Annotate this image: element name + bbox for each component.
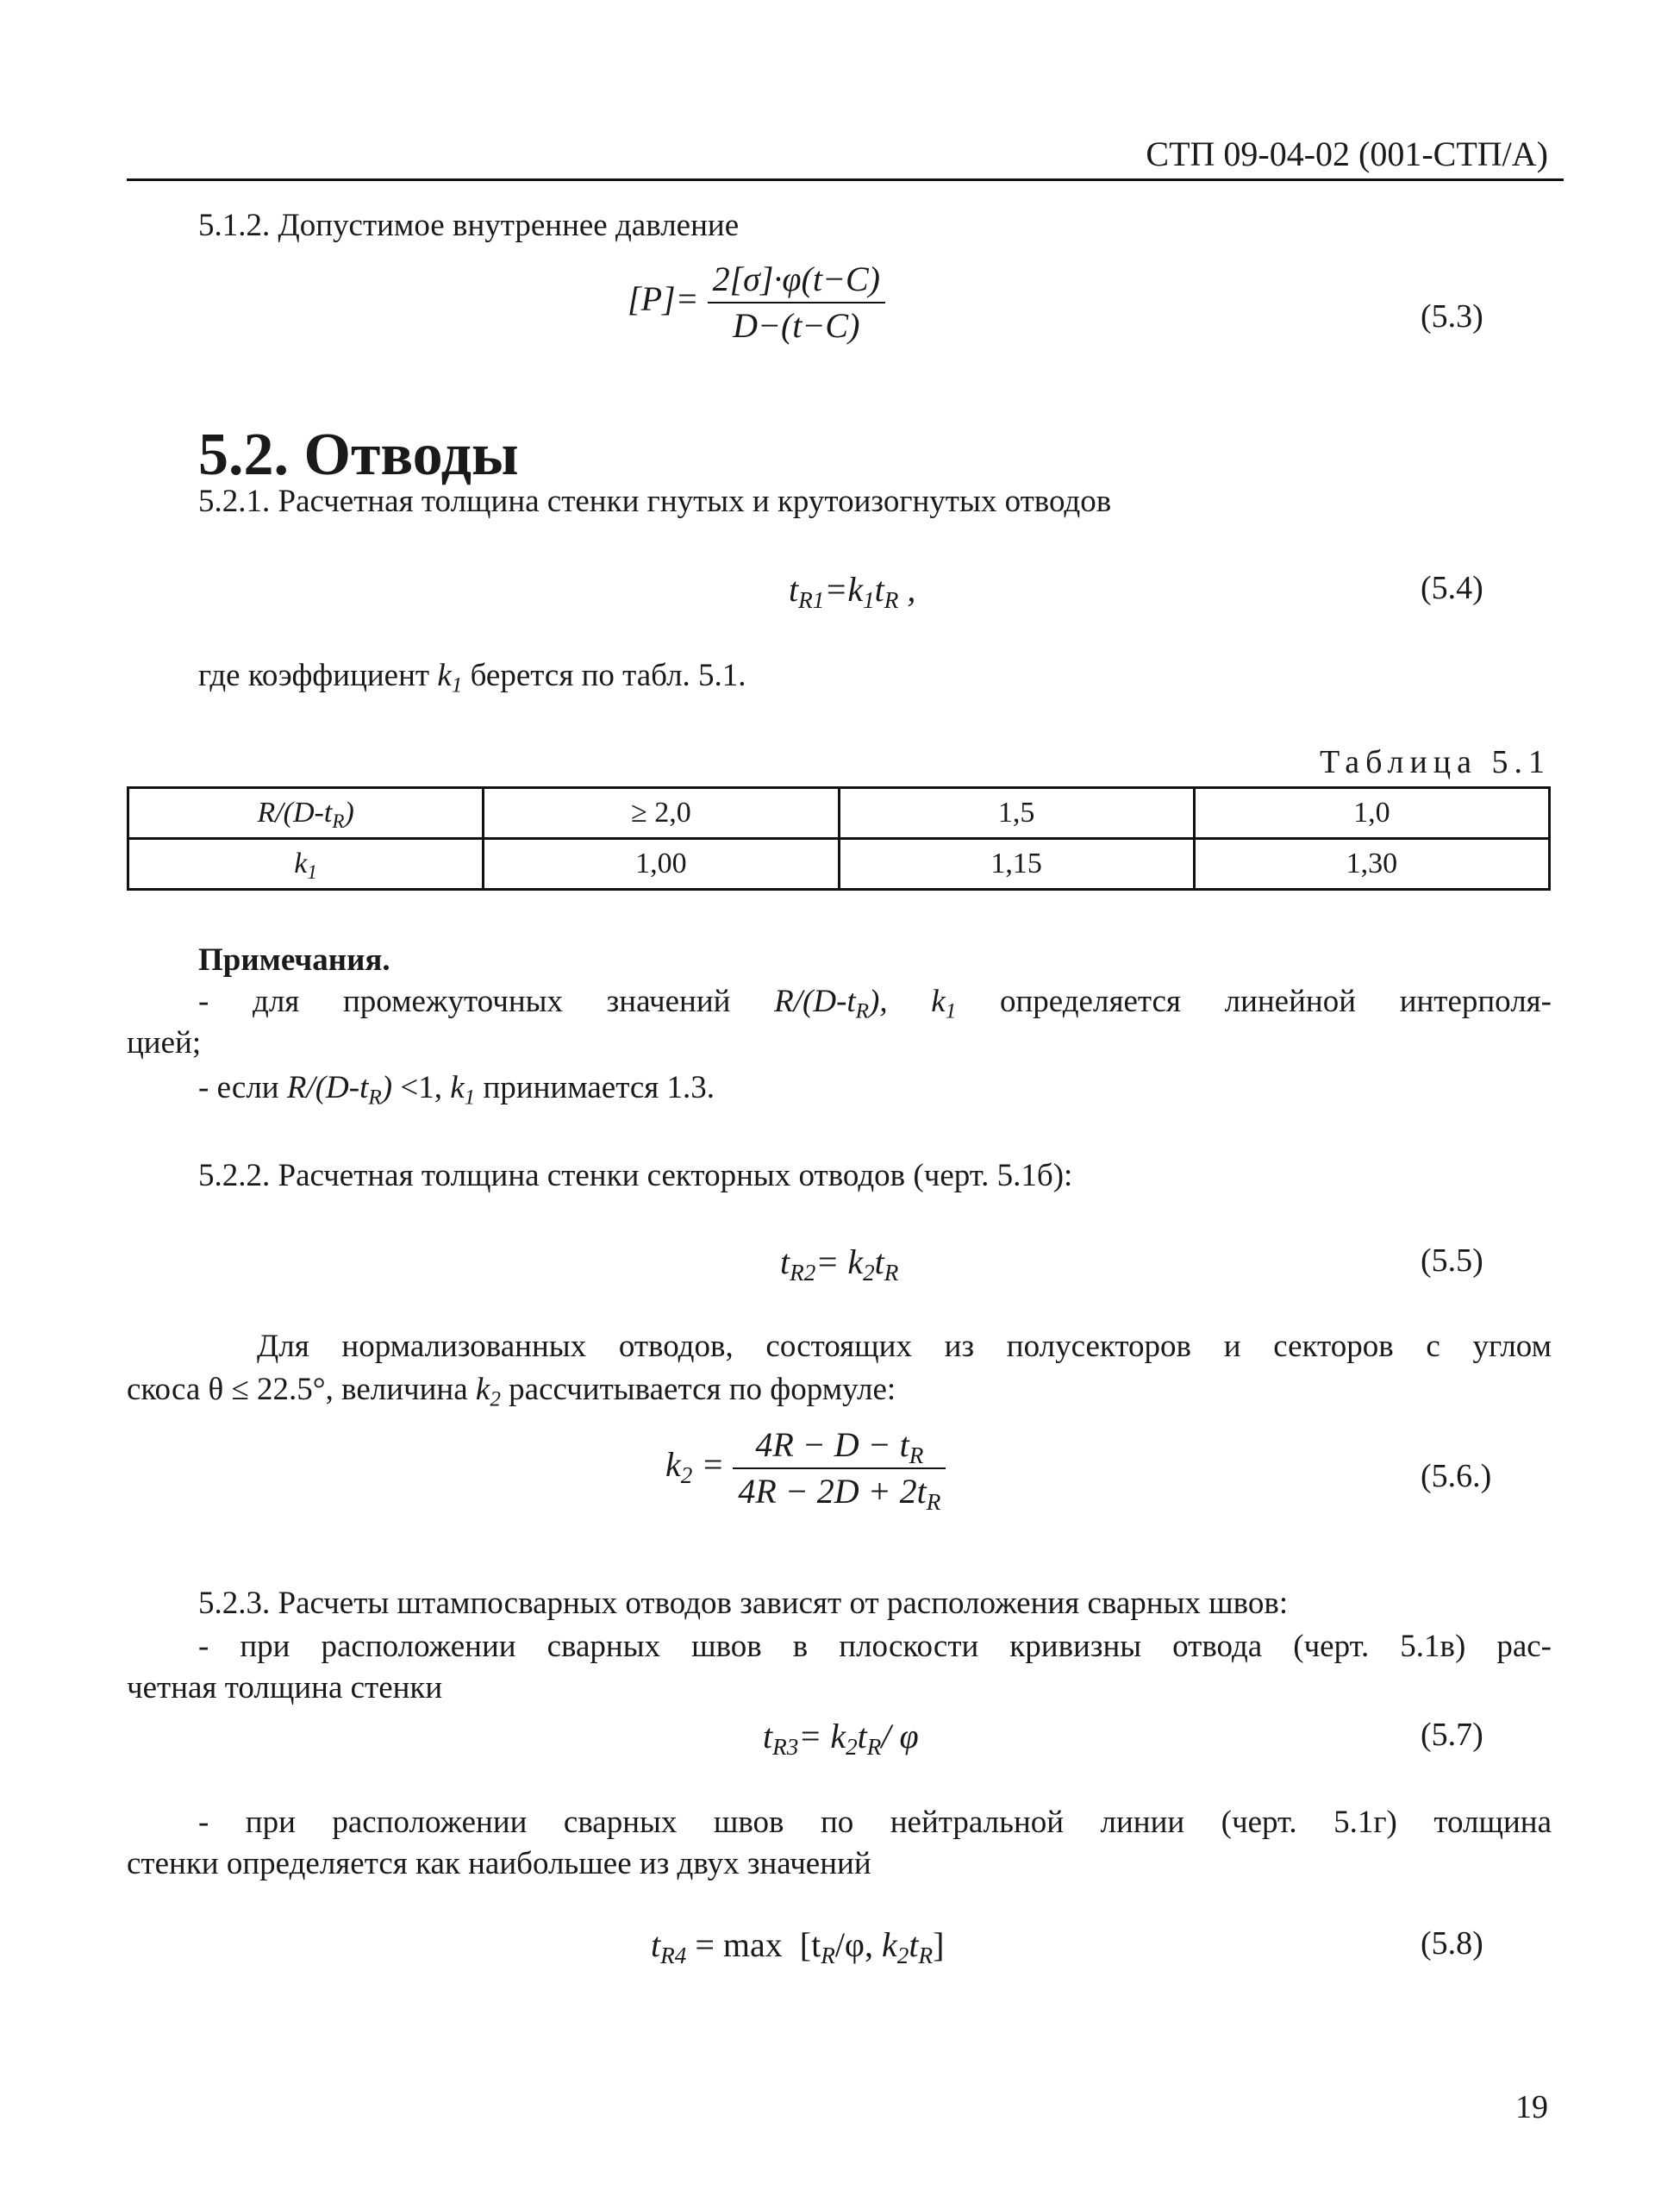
paragraph-normalized-l2: скоса θ ≤ 22.5°, величина $k_2$ рассчитывается по формуле: <box>127 1372 896 1411</box>
equation-number-5-5: (5.5) <box>1421 1242 1483 1279</box>
fraction-numerator: 2[σ]·φ(t−C) <box>708 259 885 303</box>
paragraph-5-2-3: 5.2.3. Расчеты штампосварных отводов зависят от расположения сварных швов: <box>198 1586 1289 1621</box>
table-row-header: $k_1$ <box>128 839 484 890</box>
paragraph-5-2-3-item-1: - при расположении сварных швов в плоскости кривизны отвода (черт. 5.1в) рас- <box>198 1629 1552 1664</box>
equation-number-5-8: (5.8) <box>1421 1925 1483 1962</box>
table-cell: 1,00 <box>484 839 839 890</box>
paragraph-5-1-2: 5.1.2. Допустимое внутреннее давление <box>198 208 740 243</box>
paragraph-5-2-3-item-2-cont: стенки определяется как наибольшее из двух значений <box>127 1846 871 1881</box>
where-text-pre: где коэффициент <box>198 658 438 693</box>
note-1-continued: цией; <box>127 1025 202 1061</box>
table-cell: 1,5 <box>839 788 1194 839</box>
notes-title: Примечания. <box>198 942 390 978</box>
document-code: СТП 09-04-02 (001-СТП/А) <box>1146 135 1548 173</box>
table-row <box>128 788 1550 839</box>
note-2: - если $R/(D-t_R) <1$, $k_1$ принимается 1.3. <box>198 1070 715 1110</box>
formula-5-8: $t_{R4} = \max [t_R/\varphi$, $k_2t_R$] <box>651 1925 945 1969</box>
where-clause: где коэффициент $k_1$ берется по табл. 5.1. <box>198 658 746 698</box>
formula-5-7: $t_{R3}= k_2t_R/$ φ <box>763 1717 919 1761</box>
equation-number-5-3: (5.3) <box>1421 298 1483 335</box>
paragraph-normalized-l1: Для нормализованных отводов, состоящих из полусекторов и секторов с углом <box>257 1329 1552 1364</box>
paragraph-5-2-1: 5.2.1. Расчетная толщина стенки гнутых и крутоизогнутых отводов <box>198 484 1112 519</box>
paragraph-5-2-2: 5.2.2. Расчетная толщина стенки секторных отводов (черт. 5.1б): <box>198 1158 1073 1193</box>
page-number: 19 <box>1515 2089 1548 2125</box>
formula-lhs: [P]= <box>628 279 699 319</box>
fraction-numerator: $4R - D - t_R$ <box>733 1424 946 1469</box>
fraction <box>708 259 885 347</box>
table-cell: 1,15 <box>839 839 1194 890</box>
table-caption: Таблица 5.1 <box>1319 744 1551 780</box>
fraction-denominator: D−(t−C) <box>733 306 860 345</box>
table-row-header: $R/(D-t_R)$ <box>128 788 484 839</box>
coefficient-table <box>127 786 1551 891</box>
equation-number-5-7: (5.7) <box>1421 1717 1483 1753</box>
formula-5-5: $t_{R2}= k_2t_R$ <box>780 1242 899 1286</box>
equation-number-5-6: (5.6.) <box>1421 1458 1492 1494</box>
table-cell: 1,30 <box>1194 839 1549 890</box>
paragraph-5-2-3-item-2: - при расположении сварных швов по нейтральной линии (черт. 5.1г) толщина <box>198 1805 1552 1840</box>
formula-5-4: $t_{R1}=k_1t_R$ , <box>789 570 916 614</box>
equation-number-5-4: (5.4) <box>1421 570 1483 606</box>
table-row <box>128 839 1550 890</box>
table-cell: ≥ 2,0 <box>484 788 839 839</box>
note-1: - для промежуточных значений $R/(D-t_R)$, $k_1$ определяется линейной интерполя- <box>198 984 1552 1023</box>
table-cell: 1,0 <box>1194 788 1549 839</box>
fraction <box>733 1424 946 1516</box>
max-operator: max <box>722 1925 783 1964</box>
formula-5-6 <box>665 1424 946 1516</box>
formula-5-3 <box>628 259 885 347</box>
where-text-post: берется по табл. 5.1. <box>462 658 746 693</box>
fraction-denominator: $4R - 2D + 2t_R$ <box>738 1472 941 1516</box>
header-divider <box>127 178 1564 181</box>
formula-lhs: $k_2$ = <box>665 1445 725 1489</box>
paragraph-5-2-3-item-1-cont: четная толщина стенки <box>127 1670 443 1705</box>
section-title: 5.2. Отводы <box>198 422 519 488</box>
